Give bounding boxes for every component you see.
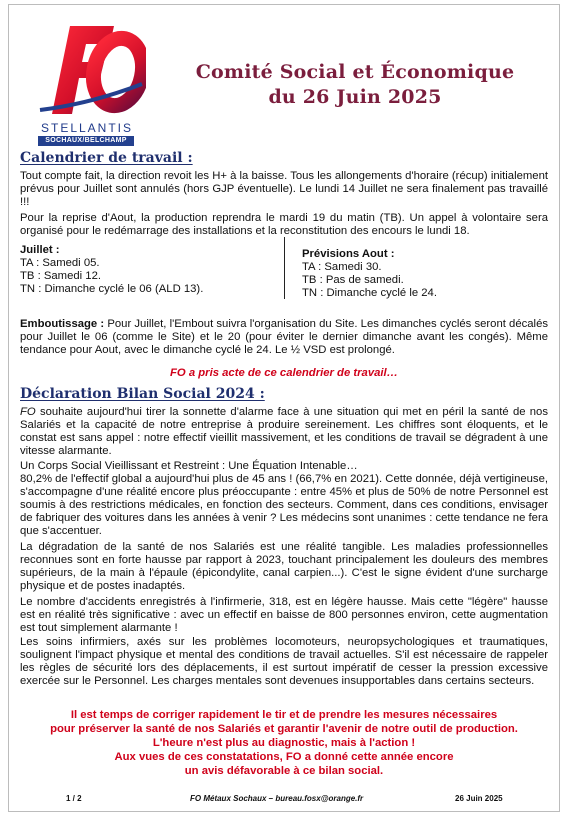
emboutissage-label: Emboutissage : bbox=[20, 318, 105, 330]
bilan-paragraph-5: Le nombre d'accidents enregistrés à l'infirmerie, 318, est en légère hausse. Mais cette "légère" hausse est en réalité très significative : avec un effectif en baisse de 800 personnes environ, cette augmentation est tout simplement alarmante ! bbox=[20, 596, 548, 634]
bilan-paragraph-6: Les soins infirmiers, axés sur les problèmes locomoteurs, neuropsychologiques et traumatiques, soulignent l'impact physique et mental des conditions de travail actuelles. S'il est nécessaire de rappeler les règles de sécurité lors des déplacements, il est surtout impératif de cesser la pression excessive exercée sur le Personnel. Les charges mentales sont devenues insupportables dans certains secteurs. bbox=[20, 636, 548, 687]
aout-heading: Prévisions Aout : bbox=[302, 248, 395, 260]
fo-logo bbox=[30, 18, 146, 144]
aout-line: TN : Dimanche cyclé le 24. bbox=[302, 287, 437, 299]
emboutissage-paragraph bbox=[20, 318, 548, 357]
bilan-paragraph-3: 80,2% de l'effectif global a aujourd'hui plus de 45 ans ! (66,7% en 2021). Cette donnée, déjà vertigineuse, s'accompagne d'une réalité encore plus préoccupante : entre 45% et plus de 50% de notre Personnel est soumis à des restrictions médicales, en fonction des secteurs. Comment, dans ces conditions, envisager de fabriquer des voitures dans les années à venir ? Les médecins sont unanimes : cette tendance ne fera que s'accentuer. bbox=[20, 473, 548, 537]
juillet-heading: Juillet : bbox=[20, 244, 60, 256]
section-heading-bilan: Déclaration Bilan Social 2024 : bbox=[20, 386, 265, 402]
page-title: Comité Social et Économique bbox=[195, 61, 515, 83]
bilan-paragraph-2: Un Corps Social Vieillissant et Restreint : Une Équation Intenable… bbox=[20, 460, 358, 472]
fo-logo-mark bbox=[30, 18, 146, 118]
fo-inline: FO bbox=[20, 406, 36, 418]
bilan-paragraph-4: La dégradation de la santé de nos Salariés est une réalité tangible. Les maladies professionnelles reconnues sont en forte hausse par rapport à 2023, touchant principalement les douleurs des membres supérieurs, de la main à l'épaule (épicondylite, canal carpien...). C'est le signe évident d'une surcharge physique et de postes inadaptés. bbox=[20, 541, 548, 592]
bilan-paragraph-1-text: souhaite aujourd'hui tirer la sonnette d'alarme face à une situation qui met en péril la santé de nos Salariés et la capacité de notre entreprise à produire sereinement. Les chiffres sont éloquents, et le constat est sans appel : notre effectif vieillit massivement, et les conditions de travail se dégradent à une vitesse alarmante. bbox=[20, 406, 548, 457]
conclusion-line: Aux vues de ces constatations, FO a donné cette année encore bbox=[114, 751, 454, 763]
conclusion-line: Il est temps de corriger rapidement le tir et de prendre les mesures nécessaires bbox=[70, 709, 498, 721]
acte-notice: FO a pris acte de ce calendrier de travail… bbox=[170, 367, 398, 379]
logo-brand: STELLANTIS bbox=[40, 121, 134, 135]
footer-contact: FO Métaux Sochaux – bureau.fosx@orange.fr bbox=[190, 794, 364, 803]
section-heading-calendrier: Calendrier de travail : bbox=[20, 150, 193, 166]
emboutissage-text: Pour Juillet, l'Embout suivra l'organisation du Site. Les dimanches cyclés seront décalés pour Juillet le 06 (comme le Site) et le 20 (pour éviter le dernier dimanche avant les congés). Même tendance pour Aout, avec le dimanche cyclé le 24. Le ½ VSD est prolongé. bbox=[20, 318, 548, 356]
aout-block bbox=[302, 248, 437, 300]
juillet-line: TA : Samedi 05. bbox=[20, 257, 100, 269]
juillet-line: TB : Samedi 12. bbox=[20, 270, 101, 282]
bilan-paragraph-1 bbox=[20, 406, 548, 458]
aout-line: TB : Pas de samedi. bbox=[302, 274, 404, 286]
column-divider bbox=[284, 237, 285, 299]
calendrier-paragraph-1: Tout compte fait, la direction revoit les H+ à la baisse. Tous les allongements d'horaire (récup) initialement prévus pour Juillet sont annulés (hors GJP éventuelle). Le lundi 14 Juillet ne sera finalement pas travaillé !!! bbox=[20, 170, 548, 208]
logo-tagline: SOCHAUX/BELCHAMP bbox=[38, 136, 134, 146]
conclusion-line: pour préserver la santé de nos Salariés et garantir l'avenir de notre outil de production. bbox=[50, 723, 518, 735]
page-subtitle: du 26 Juin 2025 bbox=[268, 86, 442, 108]
aout-line: TA : Samedi 30. bbox=[302, 261, 382, 273]
conclusion-line: L'heure n'est plus au diagnostic, mais à l'action ! bbox=[152, 737, 416, 749]
footer-page-number: 1 / 2 bbox=[66, 794, 82, 803]
juillet-line: TN : Dimanche cyclé le 06 (ALD 13). bbox=[20, 283, 204, 295]
footer-date: 26 Juin 2025 bbox=[455, 794, 503, 803]
juillet-block bbox=[20, 244, 203, 296]
conclusion-line: un avis défavorable à ce bilan social. bbox=[184, 765, 384, 777]
calendrier-paragraph-2: Pour la reprise d'Aout, la production reprendra le mardi 19 du matin (TB). Un appel à volontaire sera organisé pour le redémarrage des installations et la reconstitution des encours le lundi 18. bbox=[20, 212, 548, 237]
